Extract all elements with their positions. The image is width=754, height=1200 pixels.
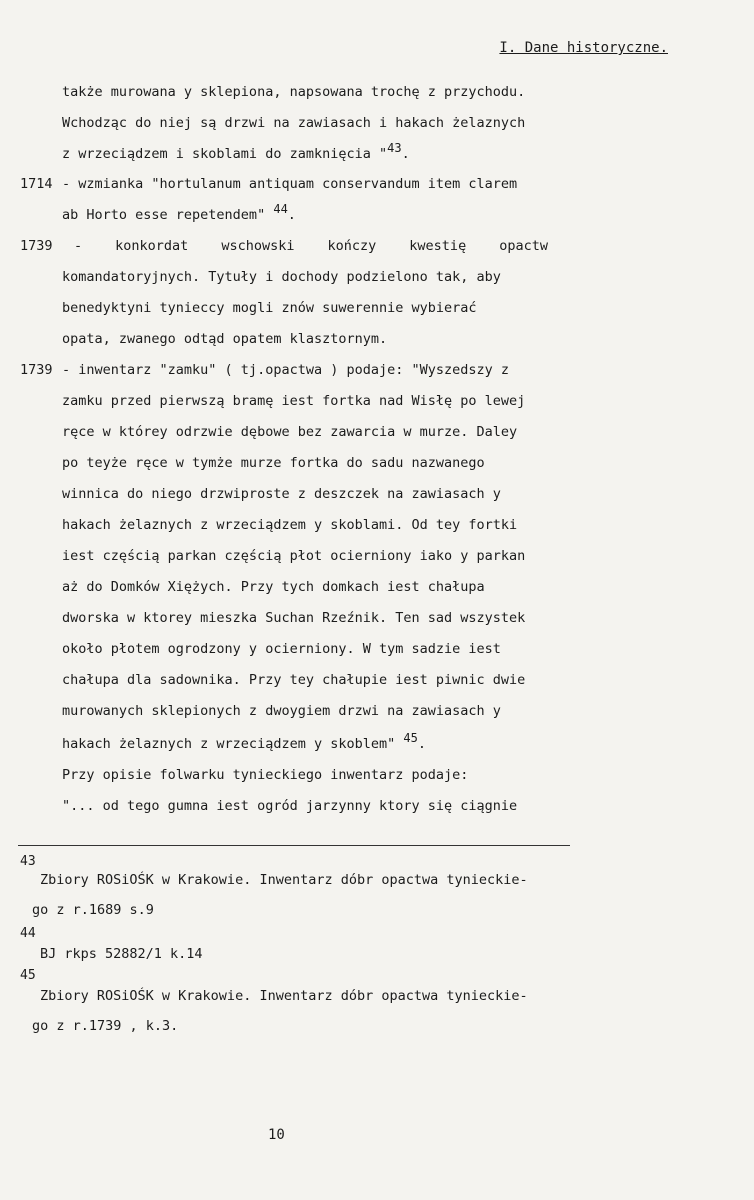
text-line: hakach żelaznych z wrzeciądzem y skoblem" $^{45}$.: [62, 731, 426, 752]
text-line: ab Horto esse repetendem" $^{44}$.: [62, 202, 296, 223]
footnote-ref-43: 43: [387, 141, 402, 155]
text-line: - konkordat wschowski kończy kwestię opactw: [74, 238, 548, 254]
text-line: Wchodząc do niej są drzwi na zawiasach i hakach żelaznych: [62, 115, 526, 131]
footnote-text: go z r.1739 , k.3.: [32, 1018, 179, 1034]
text-line: dworska w ktorey mieszka Suchan Rzeźnik. Ten sad wszystek: [62, 610, 526, 626]
footnote-ref-45: 45: [403, 731, 418, 745]
text-line: komandatoryjnych. Tytuły i dochody podzielono tak, aby: [62, 269, 501, 285]
footnote-text: go z r.1689 s.9: [32, 902, 154, 918]
year-label: 1714: [20, 176, 53, 192]
text-line: benedyktyni tynieccy mogli znów suwerennie wybierać: [62, 300, 477, 316]
text-line: także murowana y sklepiona, napsowana trochę z przychodu.: [62, 84, 526, 100]
text-line: opata, zwanego odtąd opatem klasztornym.: [62, 331, 388, 347]
text-line: iest częścią parkan częścią płot ocierniony iako y parkan: [62, 548, 526, 564]
text-line: winnica do niego drzwiproste z deszczek na zawiasach y: [62, 486, 501, 502]
footnote-text: Zbiory ROSiOŚK w Krakowie. Inwentarz dóbr opactwa tynieckie-: [40, 988, 528, 1004]
running-header: I. Dane historyczne.: [499, 40, 668, 56]
footnote-number: 43: [20, 854, 36, 869]
year-label: 1739: [20, 362, 53, 378]
footnote-ref-44: 44: [273, 202, 288, 216]
text-line: ręce w którey odrzwie dębowe bez zawarcia w murze. Daley: [62, 424, 518, 440]
text-line: hakach żelaznych z wrzeciądzem y skoblami. Od tey fortki: [62, 517, 518, 533]
text-line: - inwentarz "zamku" ( tj.opactwa ) podaje: "Wyszedszy z: [62, 362, 510, 378]
text-line: około płotem ogrodzony y ocierniony. W tym sadzie iest: [62, 641, 501, 657]
text-line: murowanych sklepionych z dwoygiem drzwi na zawiasach y: [62, 703, 501, 719]
text-line: chałupa dla sadownika. Przy tey chałupie iest piwnic dwie: [62, 672, 526, 688]
text-line: po teyże ręce w tymże murze fortka do sadu nazwanego: [62, 455, 485, 471]
footnote-text: Zbiory ROSiOŚK w Krakowie. Inwentarz dóbr opactwa tynieckie-: [40, 872, 528, 888]
text-line: aż do Domków Xiężych. Przy tych domkach iest chałupa: [62, 579, 485, 595]
footnote-number: 45: [20, 968, 36, 983]
text-line: zamku przed pierwszą bramę iest fortka nad Wisłę po lewej: [62, 393, 526, 409]
year-label: 1739: [20, 238, 53, 254]
footnote-number: 44: [20, 926, 36, 941]
text-line: - wzmianka "hortulanum antiquam conservandum item clarem: [62, 176, 518, 192]
text-line: Przy opisie folwarku tynieckiego inwentarz podaje:: [62, 767, 469, 783]
footnote-text: BJ rkps 52882/1 k.14: [40, 946, 203, 962]
text-line: z wrzeciądzem i skoblami do zamknięcia "$^{43}$.: [62, 141, 410, 162]
page-number: 10: [268, 1127, 285, 1143]
text-line: "... od tego gumna iest ogród jarzynny ktory się ciągnie: [62, 798, 518, 814]
footnote-separator: [18, 845, 570, 846]
